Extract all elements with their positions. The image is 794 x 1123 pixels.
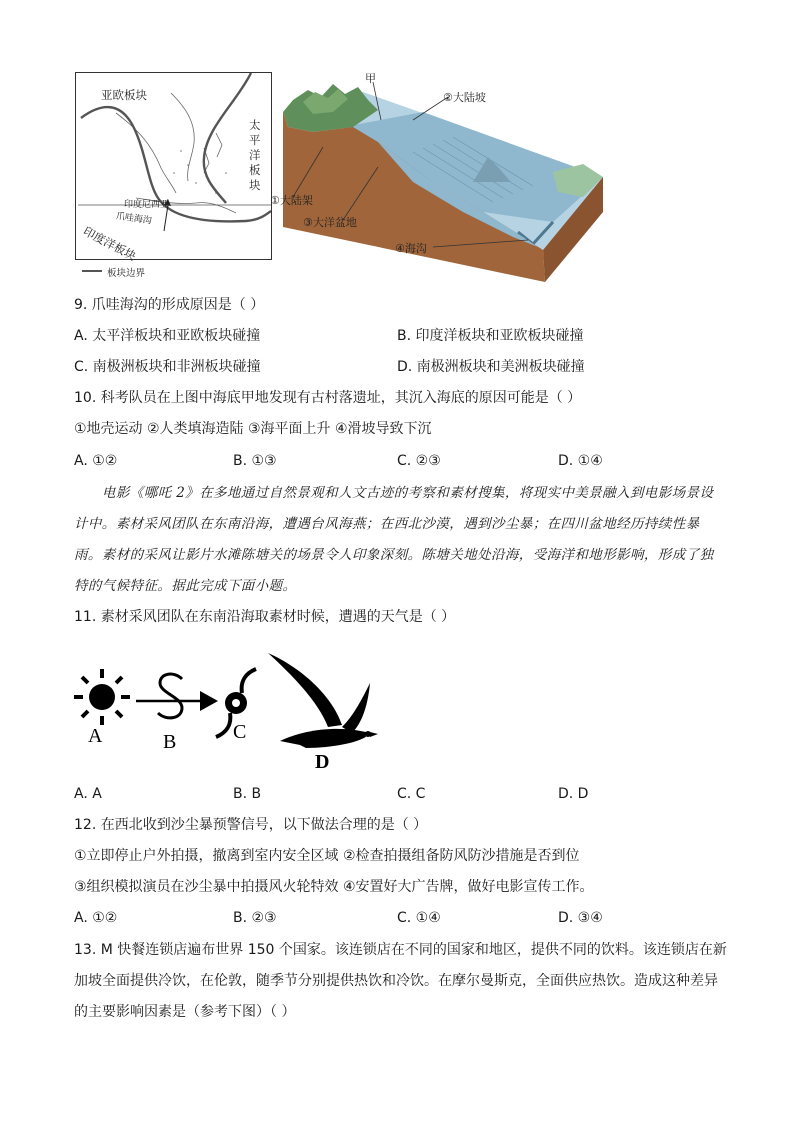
question-13-line-2: 加坡全面提供冷饮，在伦敦，随季节分别提供热饮和冷饮。在摩尔曼斯克，全面供应热饮。造成这种差异 xyxy=(74,973,718,989)
question-13-line-1: 13. M 快餐连锁店遍布世界 150 个国家。该连锁店在不同的国家和地区，提供不同的饮料。该连锁店在新 xyxy=(74,942,727,958)
fig-label-c: C xyxy=(233,721,247,743)
ocean-basin-label: ③大洋盆地 xyxy=(303,216,357,229)
passage-line-2: 计中。素材采风团队在东南沿海，遭遇台风海燕；在西北沙漠，遇到沙尘暴；在四川盆地经历持续性暴 xyxy=(74,516,700,532)
q10-option-d[interactable]: D. ①④ xyxy=(558,453,603,469)
question-11-stem: 11. 素材采风团队在东南沿海取素材时候，遭遇的天气是（ ） xyxy=(74,609,456,625)
indian-plate-label: 印度洋板块 xyxy=(80,223,139,264)
question-10-stem: 10. 科考队员在上图中海底甲地发现有古村落遗址，其沉入海底的原因可能是（ ） xyxy=(74,390,582,406)
q10-option-b[interactable]: B. ①③ xyxy=(233,453,277,469)
pacific-plate-label: 太平洋板块 xyxy=(249,118,261,192)
fig-label-b: B xyxy=(163,731,177,753)
java-trench-label: 爪哇海沟 xyxy=(115,211,153,227)
q12-items-2: ③组织模拟演员在沙尘暴中拍摄风火轮特效 ④安置好大广告牌，做好电影宣传工作。 xyxy=(74,879,594,895)
q11-option-d[interactable]: D. D xyxy=(558,786,589,802)
continental-slope-label: ②大陆坡 xyxy=(443,91,486,104)
q10-option-c[interactable]: C. ②③ xyxy=(397,453,441,469)
passage-line-3: 雨。素材的采风让影片水滩陈塘关的场景令人印象深刻。陈塘关地处沿海，受海洋和地形影响，形成了独 xyxy=(74,547,714,563)
jia-label: 甲 xyxy=(365,72,376,85)
sun-icon xyxy=(74,669,130,725)
weather-symbols-figure xyxy=(70,645,390,775)
question-13-line-3: 的主要影响因素是（参考下图）（ ） xyxy=(74,1004,296,1020)
q11-option-a[interactable]: A. A xyxy=(74,786,102,802)
eurasia-plate-label: 亚欧板块 xyxy=(101,88,147,102)
petrel-bird-icon xyxy=(268,653,378,748)
q12-option-c[interactable]: C. ①④ xyxy=(397,910,441,926)
q9-option-c[interactable]: C. 南极洲板块和非洲板块碰撞 xyxy=(74,359,261,375)
q11-option-b[interactable]: B. B xyxy=(233,786,262,802)
q9-option-b[interactable]: B. 印度洋板块和亚欧板块碰撞 xyxy=(397,328,584,344)
question-9-stem: 9. 爪哇海沟的形成原因是（ ） xyxy=(74,297,265,313)
q9-option-a[interactable]: A. 太平洋板块和亚欧板块碰撞 xyxy=(74,328,261,344)
plate-boundary xyxy=(81,107,271,221)
q12-option-d[interactable]: D. ③④ xyxy=(558,910,603,926)
legend-label: 板块边界 xyxy=(107,268,146,279)
indonesia-label: 印度尼西亚 xyxy=(124,200,170,210)
q12-option-b[interactable]: B. ②③ xyxy=(233,910,277,926)
q9-option-d[interactable]: D. 南极洲板块和美洲板块碰撞 xyxy=(397,359,585,375)
passage-line-1: 电影《哪吒 2》在多地通过自然景观和人文古迹的考察和素材搜集，将现实中美景融入到电影场景设 xyxy=(102,485,714,501)
weather-symbols-graphic xyxy=(70,645,390,775)
sandstorm-icon xyxy=(136,674,218,718)
q12-items-1: ①立即停止户外拍摄，撤离到室内安全区域 ②检查拍摄组备防风防沙措施是否到位 xyxy=(74,848,580,864)
continental-shelf-label: ①大陆架 xyxy=(270,194,313,207)
trench-label: ④海沟 xyxy=(395,242,427,255)
legend-line xyxy=(82,270,102,272)
passage-line-4: 特的气候特征。据此完成下面小题。 xyxy=(74,578,297,594)
fig-label-a: A xyxy=(88,725,103,747)
q10-option-a[interactable]: A. ①② xyxy=(74,453,118,469)
q12-option-a[interactable]: A. ①② xyxy=(74,910,118,926)
question-12-stem: 12. 在西北收到沙尘暴预警信号，以下做法合理的是（ ） xyxy=(74,817,428,833)
seafloor-block-diagram xyxy=(270,72,613,282)
q10-items: ①地壳运动 ②人类填海造陆 ③海平面上升 ④滑坡导致下沉 xyxy=(74,421,432,437)
plate-map xyxy=(75,72,272,264)
q11-option-c[interactable]: C. C xyxy=(397,786,426,802)
fig-label-d: D xyxy=(315,751,330,773)
